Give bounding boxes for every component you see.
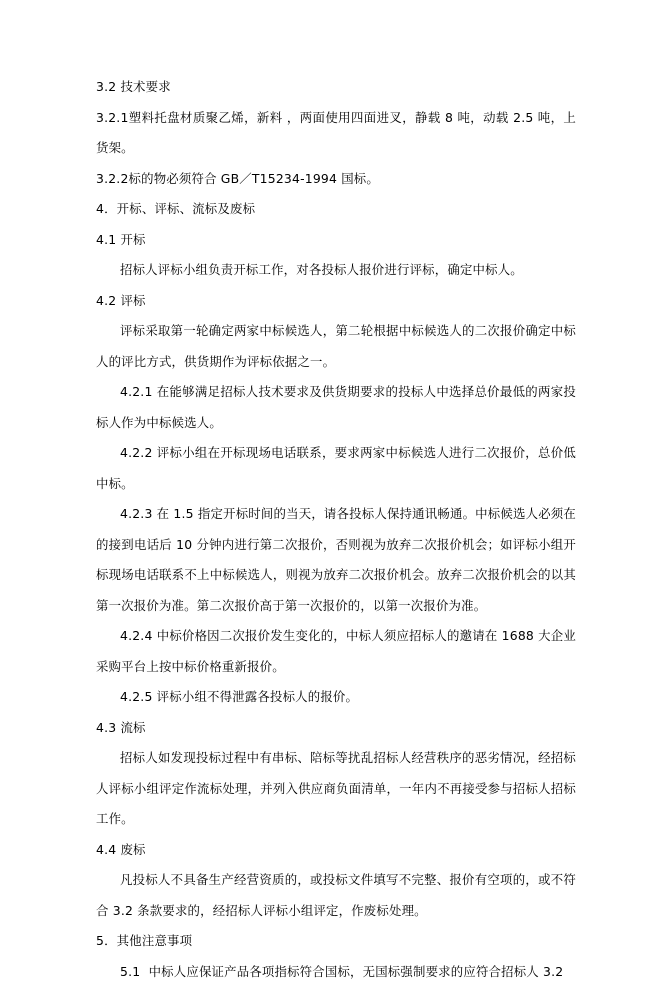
paragraph-4-2-4: 4.2.4 中标价格因二次报价发生变化的，中标人须应招标人的邀请在 1688 大企业采购平台上按中标价格重新报价。 bbox=[96, 621, 576, 682]
paragraph-4-2-body: 评标采取第一轮确定两家中标候选人，第二轮根据中标候选人的二次报价确定中标人的评比方式，供货期作为评标依据之一。 bbox=[96, 316, 576, 377]
document-body bbox=[96, 72, 576, 987]
paragraph-section-4-1-heading: 4.1 开标 bbox=[96, 225, 576, 256]
paragraph-section-4-4-heading: 4.4 废标 bbox=[96, 835, 576, 866]
paragraph-section-4-heading: 4．开标、评标、流标及废标 bbox=[96, 194, 576, 225]
paragraph-section-5-heading: 5．其他注意事项 bbox=[96, 926, 576, 957]
paragraph-4-1-body: 招标人评标小组负责开标工作，对各投标人报价进行评标，确定中标人。 bbox=[96, 255, 576, 286]
paragraph-4-4-body: 凡投标人不具备生产经营资质的，或投标文件填写不完整、报价有空项的，或不符合 3.2 条款要求的，经招标人评标小组评定，作废标处理。 bbox=[96, 865, 576, 926]
paragraph-section-4-2-heading: 4.2 评标 bbox=[96, 286, 576, 317]
paragraph-4-2-3: 4.2.3 在 1.5 指定开标时间的当天，请各投标人保持通讯畅通。中标候选人必须在的接到电话后 10 分钟内进行第二次报价，否则视为放弃二次报价机会；如评标小组开标现场电话联系不上中标候选人，则视为放弃二次报价机会。放弃二次报价机会的以其第一次报价为准。第二次报价高于第一次报价的，以第一次报价为准。 bbox=[96, 499, 576, 621]
paragraph-4-2-5: 4.2.5 评标小组不得泄露各投标人的报价。 bbox=[96, 682, 576, 713]
paragraph-section-4-3-heading: 4.3 流标 bbox=[96, 713, 576, 744]
paragraph-3-2-1: 3.2.1塑料托盘材质聚乙烯，新料 ，两面使用四面进叉，静载 8 吨，动载 2.5 吨，上货架。 bbox=[96, 103, 576, 164]
paragraph-4-2-2: 4.2.2 评标小组在开标现场电话联系，要求两家中标候选人进行二次报价，总价低中标。 bbox=[96, 438, 576, 499]
paragraph-4-3-body: 招标人如发现投标过程中有串标、陪标等扰乱招标人经营秩序的恶劣情况，经招标人评标小组评定作流标处理，并列入供应商负面清单，一年内不再接受参与招标人招标工作。 bbox=[96, 743, 576, 835]
paragraph-section-3-2-heading: 3.2 技术要求 bbox=[96, 72, 576, 103]
paragraph-5-1: 5.1 中标人应保证产品各项指标符合国标，无国标强制要求的应符合招标人 3.2 bbox=[96, 957, 576, 987]
paragraph-4-2-1: 4.2.1 在能够满足招标人技术要求及供货期要求的投标人中选择总价最低的两家投标人作为中标候选人。 bbox=[96, 377, 576, 438]
paragraph-3-2-2: 3.2.2标的物必须符合 GB／T15234-1994 国标。 bbox=[96, 164, 576, 195]
